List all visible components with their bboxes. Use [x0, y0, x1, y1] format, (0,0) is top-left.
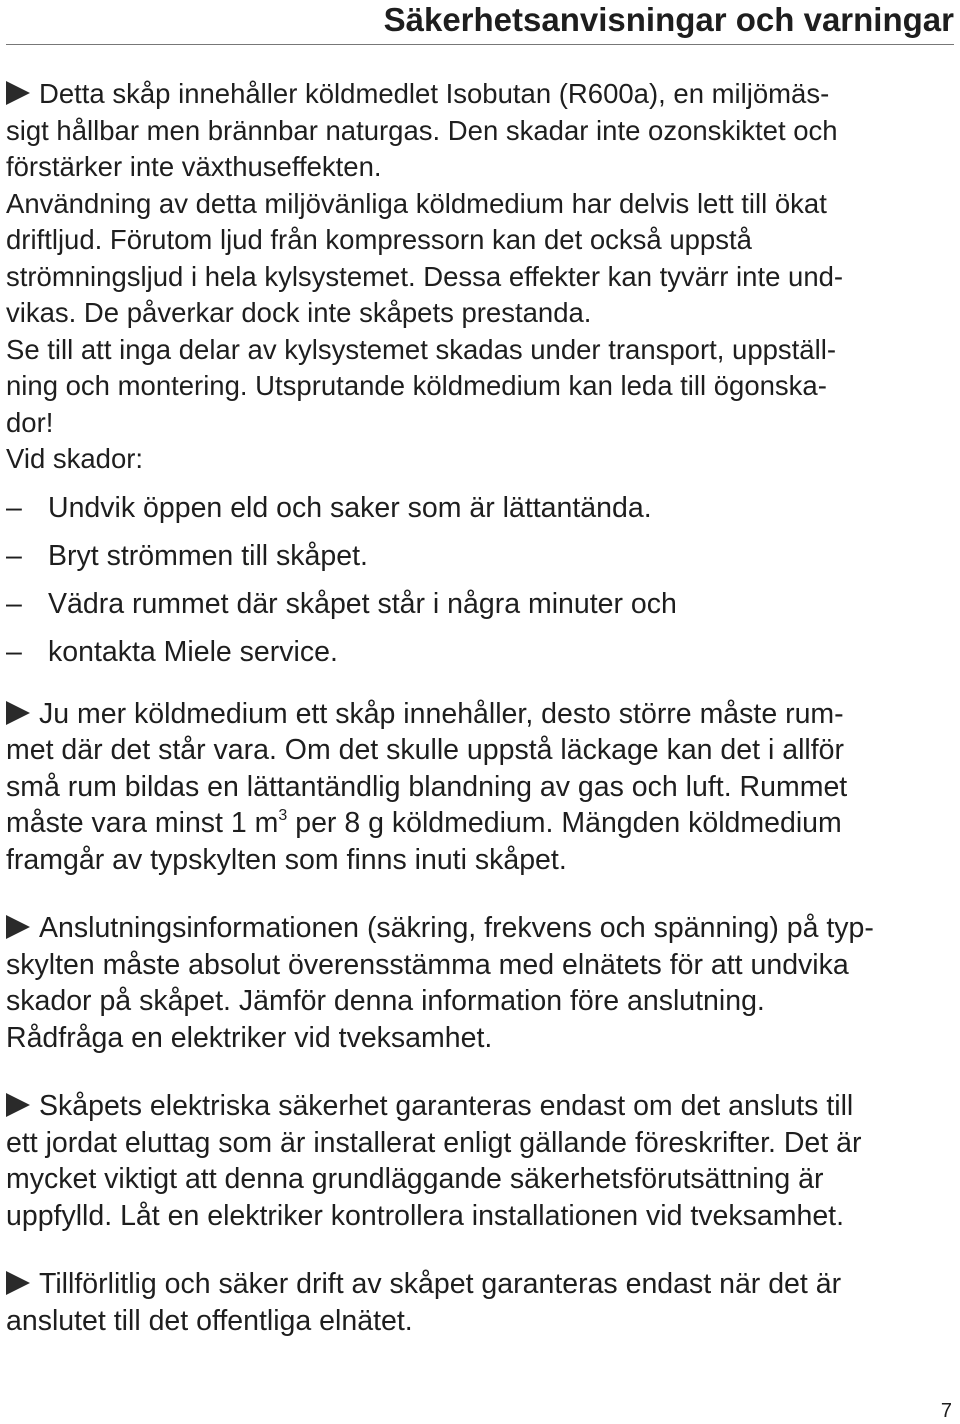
text-line: anslutet till det offentliga elnätet. [6, 1304, 413, 1337]
superscript: 3 [278, 807, 288, 824]
damage-heading: Vid skador: [6, 443, 144, 474]
text-line: uppfylld. Låt en elektriker kontrollera installationen vid tveksamhet. [6, 1199, 845, 1232]
dash-marker: – [6, 635, 22, 668]
text-line: ning och montering. Utsprutande köldmedium kan leda till ögonska- [6, 370, 827, 401]
refrigerant-warning [6, 76, 952, 478]
text-line: Ju mer köldmedium ett skåp innehåller, desto större måste rum- [39, 697, 844, 730]
room-size-warning [6, 696, 952, 879]
text-line: ett jordat eluttag som är installerat enligt gällande föreskrifter. Det är [6, 1126, 862, 1159]
text-line: måste vara minst 1 $m^3$ per 8 g köldmedium. Mängden köldmedium [6, 807, 842, 839]
text-line: framgår av typskylten som finns inuti skåpet. [6, 843, 567, 876]
connection-info-warning [6, 910, 952, 1056]
dash-marker: – [6, 587, 22, 620]
text-line: Användning av detta miljövänliga köldmedium har delvis lett till ökat [6, 187, 827, 219]
list-item: – Vädra rummet där skåpet står i några minuter och [6, 587, 677, 620]
list-item: – Bryt strömmen till skåpet. [6, 539, 368, 572]
electrical-safety-warning [6, 1088, 952, 1234]
text-line: dor! [6, 406, 54, 438]
bullet-triangle-icon [6, 701, 30, 725]
text-line: strömningsljud i hela kylsystemet. Dessa effekter kan tyvärr inte und- [6, 260, 844, 292]
page-number: 7 [940, 1400, 952, 1422]
text-line: Detta skåp innehåller köldmedlet Isobutan (R600a), en miljömäs- [39, 78, 830, 109]
text-line: Skåpets elektriska säkerhet garanteras endast om det ansluts till [39, 1090, 854, 1122]
text-line: mycket viktigt att denna grundläggande säkerhetsförutsättning är [6, 1163, 824, 1195]
page-content [6, 76, 952, 1339]
text-line: Tillförlitlig och säker drift av skåpet garanteras endast när det är [39, 1268, 842, 1300]
text-line: driftljud. Förutom ljud från kompressorn kan det också uppstå [6, 224, 752, 255]
bullet-triangle-icon [6, 1093, 30, 1117]
text-line: Se till att inga delar av kylsystemet skadas under transport, uppställ- [6, 333, 836, 365]
damage-action-list [6, 490, 952, 682]
list-item: – Undvik öppen eld och saker som är lättantända. [6, 491, 652, 524]
text-line: förstärker inte växthuseffekten. [6, 151, 382, 182]
reliable-operation-warning [6, 1266, 952, 1339]
text-line: små rum bildas en lättantändlig blandning av gas och luft. Rummet [6, 770, 848, 803]
dash-marker: – [6, 491, 22, 524]
text-line: met där det står vara. Om det skulle uppstå läckage kan det i allför [6, 734, 844, 766]
bullet-triangle-icon [6, 915, 30, 939]
text-line: skador på skåpet. Jämför denna information före anslutning. [6, 985, 765, 1017]
bullet-triangle-icon [6, 81, 30, 105]
text-line: skylten måste absolut överensstämma med elnätets för att undvika [6, 948, 849, 981]
bullet-triangle-icon [6, 1271, 30, 1295]
list-item: – kontakta Miele service. [6, 635, 338, 668]
title-divider [6, 44, 954, 45]
dash-marker: – [6, 539, 22, 572]
text-line: Rådfråga en elektriker vid tveksamhet. [6, 1021, 493, 1054]
text-line: sigt hållbar men brännbar naturgas. Den skadar inte ozonskiktet och [6, 114, 838, 146]
text-line: vikas. De påverkar dock inte skåpets prestanda. [6, 297, 592, 328]
text-line: Anslutningsinformationen (säkring, frekvens och spänning) på typ- [39, 912, 874, 944]
page-title: Säkerhetsanvisningar och varningar [383, 1, 954, 38]
